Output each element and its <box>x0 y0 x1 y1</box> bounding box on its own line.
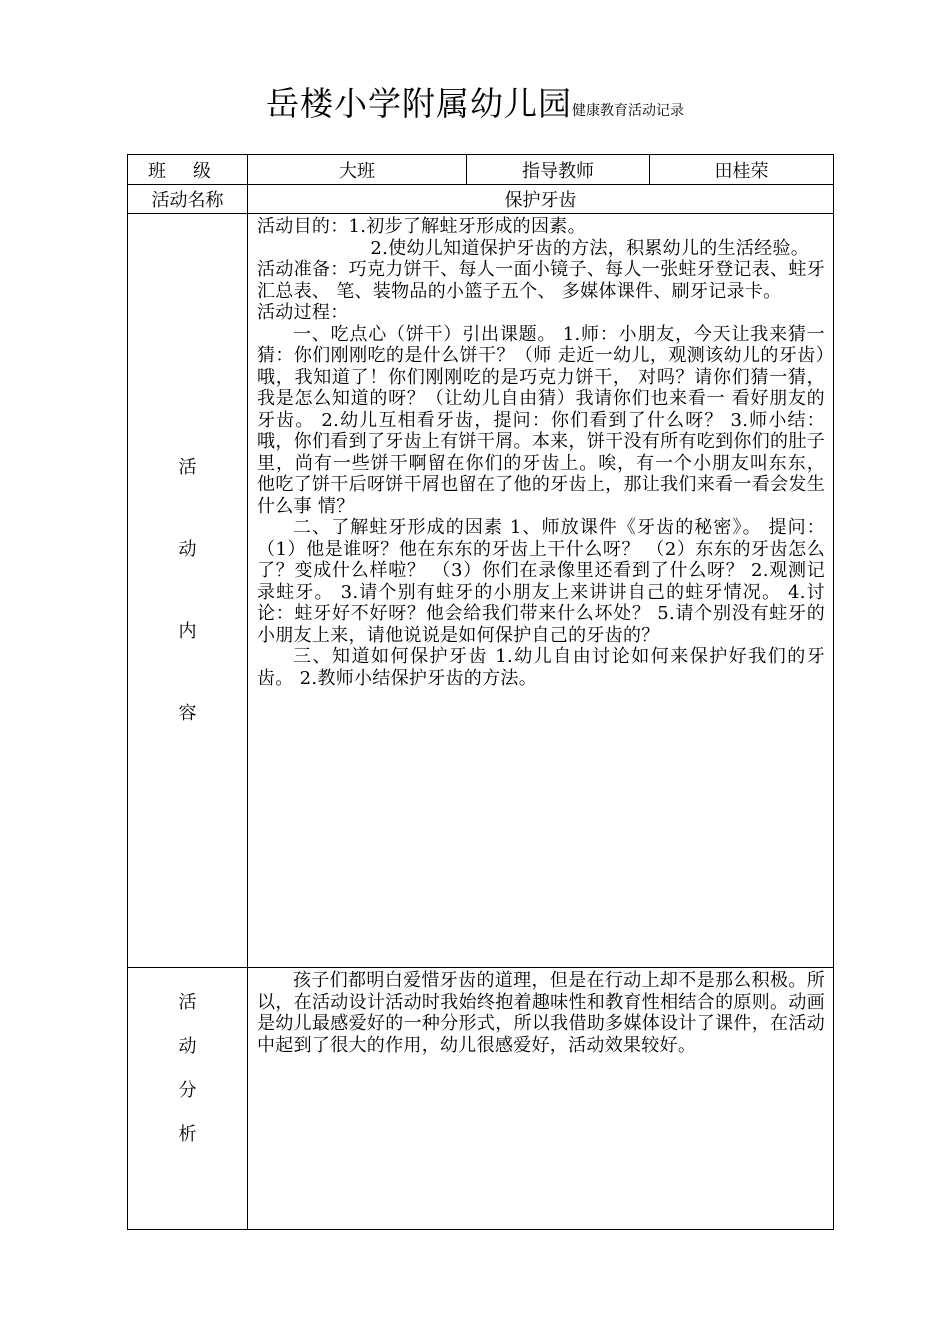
analysis-label <box>128 968 248 1230</box>
record-table <box>127 154 834 1230</box>
class-value: 大班 <box>248 155 467 185</box>
content-label-char: 内 <box>178 620 197 642</box>
activity-name-row <box>128 185 834 214</box>
analysis-label-char: 活 <box>178 992 197 1013</box>
content-label-char: 活 <box>178 456 197 478</box>
teacher-label: 指导教师 <box>467 155 650 185</box>
analysis-text-cell <box>248 968 834 1230</box>
content-text <box>248 214 834 968</box>
content-label <box>128 214 248 968</box>
content-row <box>128 214 834 968</box>
step-3: 三、知道如何保护牙齿 1.幼儿自由讨论如何来保护好我们的牙齿。 2.教师小结保护牙齿的方法。 <box>257 646 825 689</box>
analysis-label-char: 析 <box>178 1124 197 1145</box>
activity-name-label: 活动名称 <box>128 185 248 214</box>
teacher-value: 田桂荣 <box>650 155 834 185</box>
activity-name-value: 保护牙齿 <box>248 185 834 214</box>
step-2: 二、了解蛀牙形成的因素 1、师放课件《牙齿的秘密》。 提问：（1）他是谁呀？他在东东的牙齿上干什么呀？ （2）东东的牙齿怎么了？变成什么样啦？ （3）你们在录像里还看到了什么呀？ 2.观测记录蛀牙。 3.请个别有蛀牙的小朋友上来讲讲自己的蛀牙情况。 4.讨论：蛀牙好不好呀？他会给我们带来什么坏处？ 5.请个别没有蛀牙的小朋友上来，请他说说是如何保护自己的牙齿的？ <box>257 517 825 646</box>
school-name: 岳楼小学附属幼儿园 <box>266 84 572 123</box>
content-label-char: 动 <box>178 538 197 560</box>
process-label: 活动过程： <box>257 302 349 323</box>
preparation: 活动准备：巧克力饼干、每人一面小镜子、每人一张蛀牙登记表、蛀牙汇总表、 笔、装物品的小篮子五个、 多媒体课件、刷牙记录卡。 <box>257 259 825 302</box>
class-label-cell <box>128 155 248 185</box>
class-label-char-2: 级 <box>193 160 211 182</box>
goal-2: 2.使幼儿知道保护牙齿的方法，积累幼儿的生活经验。 <box>370 237 810 259</box>
goal-1: 活动目的：1.初步了解蛀牙形成的因素。 <box>257 216 586 237</box>
step-1: 一、吃点心（饼干）引出课题。 1.师：小朋友，今天让我来猜一猜：你们刚刚吃的是什么饼干？（师 走近一幼儿，观测该幼儿的牙齿）哦，我知道了！你们刚刚吃的是巧克力饼干， 对吗？请你们猜一猜，我是怎么知道的呀？（让幼儿自由猜）我请你们也来看一 看好朋友的牙齿。 2.幼儿互相看牙齿，提问：你们看到了什么呀？ 3.师小结：哦，你们看到了牙齿上有饼干屑。本来，饼干没有所有吃到你们的肚子里，尚有一些饼干啊留在你们的牙齿上。唉，有一个小朋友叫东东， 他吃了饼干后呀饼干屑也留在了他的牙齿上，那让我们来看一看会发生什么事 情？ <box>257 323 825 517</box>
class-label-char-1: 班 <box>148 160 166 182</box>
class-row <box>128 155 834 185</box>
document-title <box>0 78 950 125</box>
content-label-char: 容 <box>178 702 197 724</box>
analysis-label-char: 动 <box>178 1036 197 1057</box>
analysis-row <box>128 968 834 1230</box>
analysis-text: 孩子们都明白爱惜牙齿的道理，但是在行动上却不是那么积极。所以，在活动设计活动时我始终抱着趣味性和教育性相结合的原则。动画是幼儿最感爱好的一种分形式，所以我借助多媒体设计了课件，在活动中起到了很大的作用，幼儿很感爱好，活动效果较好。 <box>257 970 825 1056</box>
record-type: 健康教育活动记录 <box>572 103 684 119</box>
analysis-label-char: 分 <box>178 1080 197 1101</box>
